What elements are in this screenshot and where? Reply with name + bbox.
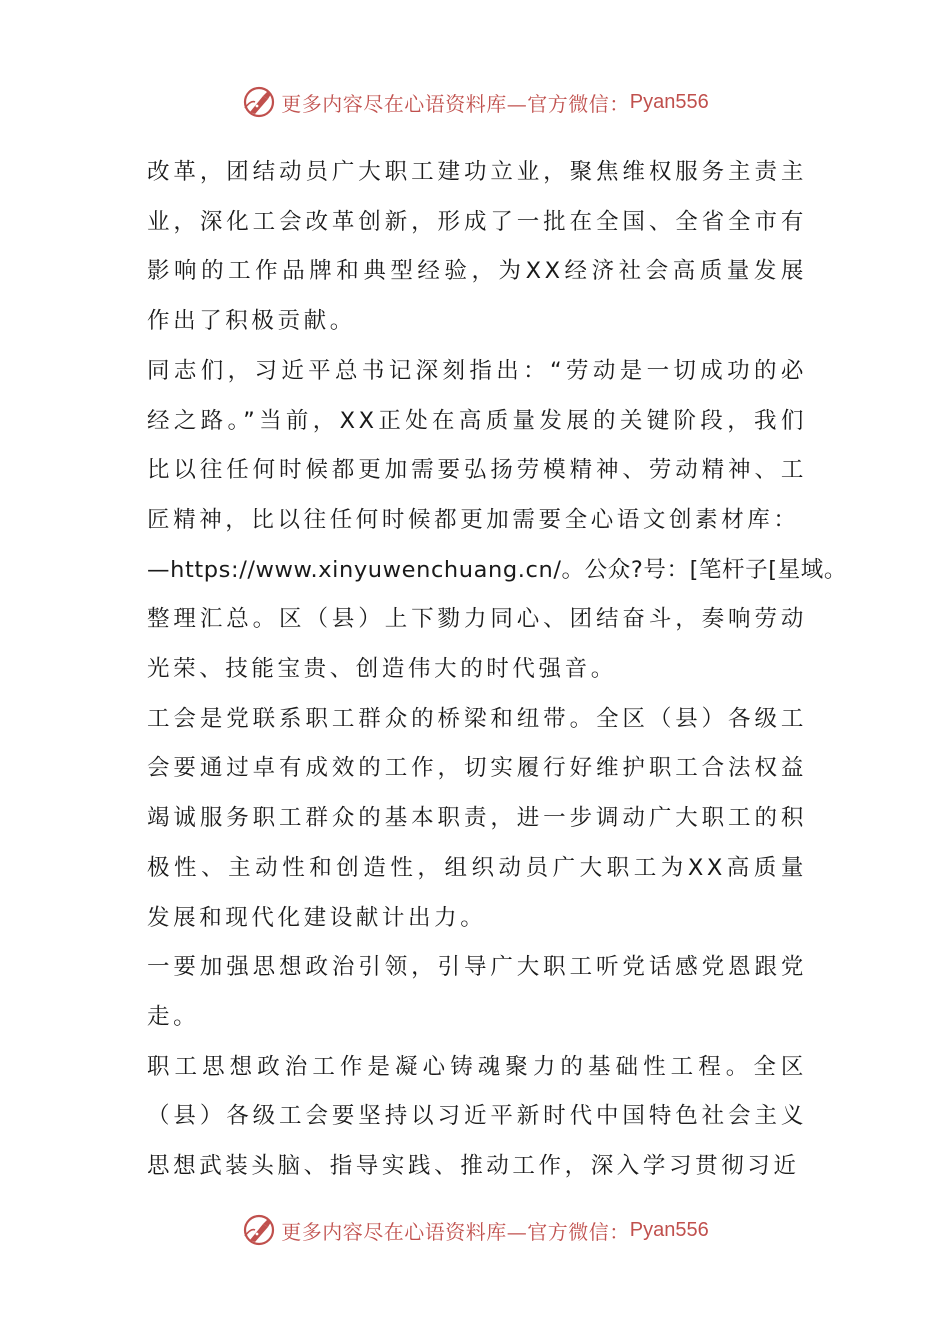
header-banner: [0, 82, 950, 122]
banner-wechat-id: Pyan556: [629, 90, 709, 113]
document-body: [147, 148, 847, 1192]
banner-wechat-id: Pyan556: [629, 1218, 709, 1241]
pen-nib-logo-icon: [241, 84, 277, 120]
paragraph: 工会是党联系职工群众的桥梁和纽带。全区（县）各级工会要通过卓有成效的工作，切实履行好维护职工合法权益竭诚服务职工群众的基本职责，进一步调动广大职工的积极性、主动性和创造性，组织动员广大职工为XX高质量发展和现代化建设献计出力。: [147, 705, 807, 931]
banner-text: 更多内容尽在心语资料库—官方微信：: [281, 91, 630, 116]
paragraph: 改革，团结动员广大职工建功立业，聚焦维权服务主责主业，深化工会改革创新，形成了一批在全国、全省全市有影响的工作品牌和典型经验，为XX经济社会高质量发展作出了积极贡献。: [147, 159, 807, 335]
pen-nib-logo-icon: [241, 1212, 277, 1248]
footer-banner: [0, 1210, 950, 1250]
paragraph-heading: 一要加强思想政治引领，引导广大职工听党话感党恩跟党走。: [147, 954, 807, 1030]
banner-text: 更多内容尽在心语资料库—官方微信：: [281, 1219, 630, 1244]
source-url-line: —https://www.xinyuwenchuang.cn/。公众?号：[笔杆子[星域。: [147, 556, 847, 583]
paragraph: 职工思想政治工作是凝心铸魂聚力的基础性工程。全区（县）各级工会要坚持以习近平新时代中国特色社会主义思想武装头脑、指导实践、推动工作，深入学习贯彻习近: [147, 1053, 807, 1180]
paragraph: 同志们，习近平总书记深刻指出：“劳动是一切成功的必经之路。”当前，XX正处在高质量发展的关键阶段，我们比以往任何时候都更加需要弘扬劳模精神、劳动精神、工匠精神，比以往任何时候都更加需要全心语文创素材库：: [147, 357, 807, 533]
paragraph: 整理汇总。区（县）上下勠力同心、团结奋斗，奏响劳动光荣、技能宝贵、创造伟大的时代强音。: [147, 606, 807, 683]
